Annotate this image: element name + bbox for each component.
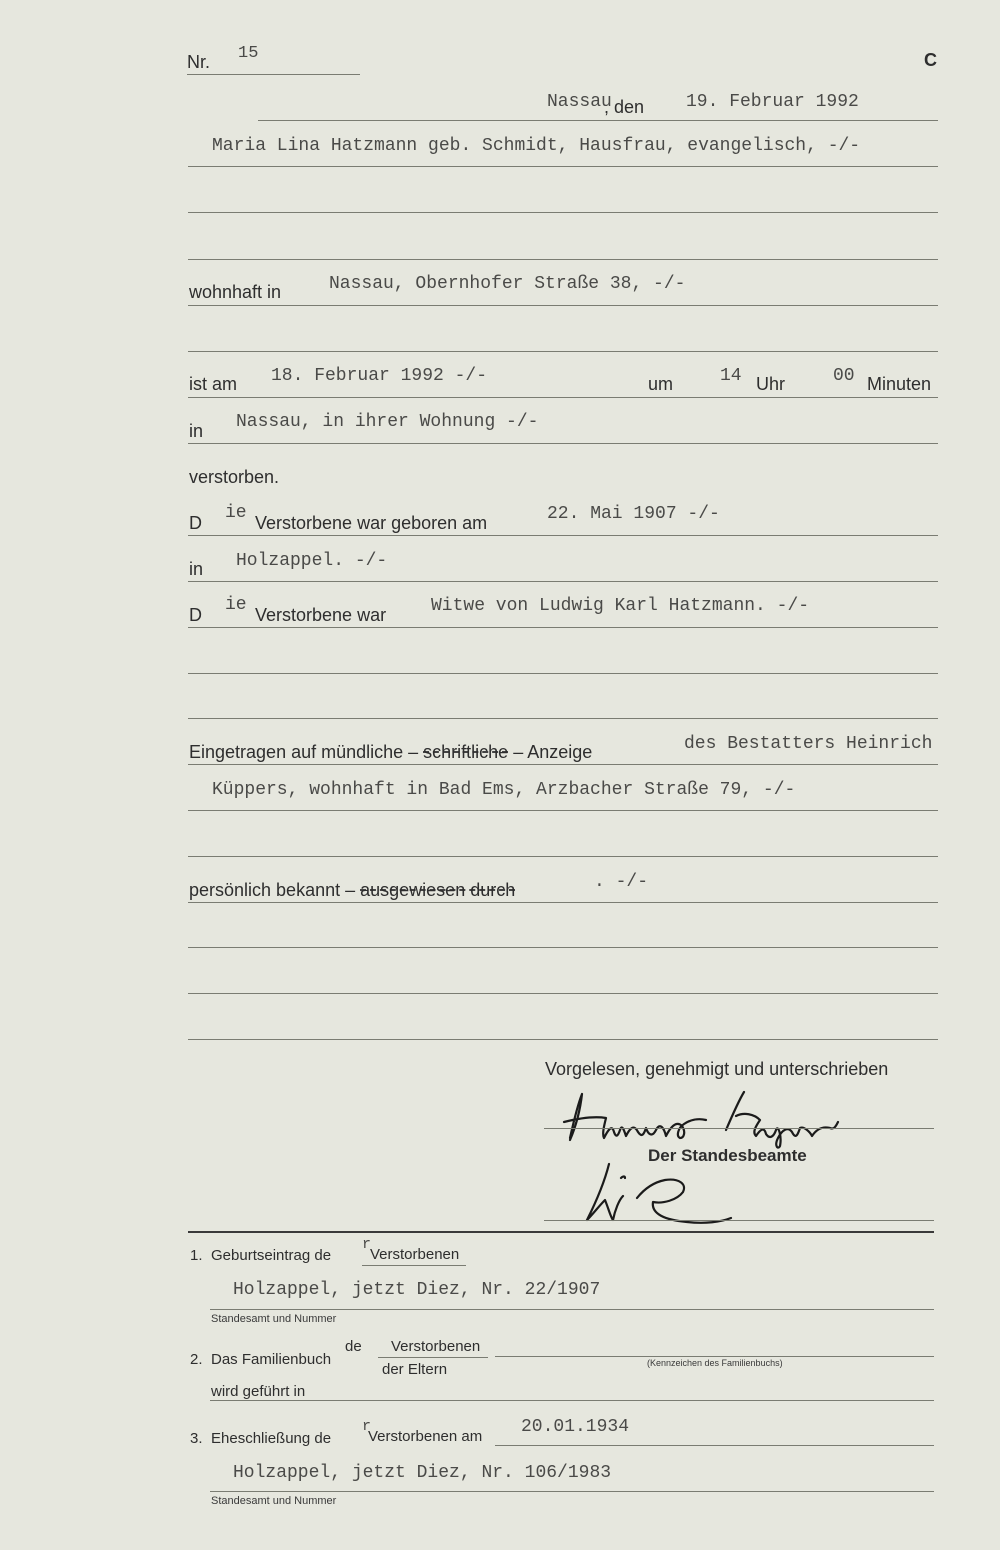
note1-caption: Standesamt und Nummer — [211, 1313, 337, 1325]
birth-date-line — [188, 535, 938, 536]
birth-date-value: 22. Mai 1907 -/- — [547, 504, 720, 524]
note1-line — [210, 1309, 934, 1310]
register-letter: C — [924, 50, 937, 70]
note3-caption: Standesamt und Nummer — [211, 1495, 337, 1507]
note2-label2: wird geführt in — [211, 1383, 306, 1400]
report-value-line1: des Bestatters Heinrich — [684, 734, 933, 754]
minuten-label: Minuten — [867, 374, 932, 394]
note3-label-end: Verstorbenen am — [368, 1428, 483, 1445]
status-label: Verstorbene war — [255, 605, 387, 625]
status-suffix: ie — [225, 595, 247, 615]
note3-date-line — [495, 1445, 934, 1446]
nr-line — [187, 74, 360, 75]
birth-place-value: Holzappel. -/- — [236, 551, 388, 571]
report-line-2 — [188, 810, 938, 811]
blank-line — [188, 351, 938, 352]
den-label: , den — [604, 97, 645, 117]
note2-option-deceased: Verstorbenen — [391, 1338, 481, 1355]
note2-line-2 — [210, 1400, 934, 1401]
death-place-value: Nassau, in ihrer Wohnung -/- — [236, 412, 539, 432]
deceased-name: Maria Lina Hatzmann geb. Schmidt, Hausfrau, evangelisch, -/- — [212, 136, 861, 156]
uhr-label: Uhr — [756, 374, 786, 394]
birth-d-label: D — [189, 513, 202, 533]
residence-label: wohnhaft in — [189, 282, 282, 302]
date-line — [258, 120, 938, 121]
report-line — [188, 764, 938, 765]
blank-line — [188, 259, 938, 260]
death-date-line — [188, 397, 938, 398]
status-value: Witwe von Ludwig Karl Hatzmann. -/- — [431, 596, 810, 616]
report-value-line2: Küppers, wohnhaft in Bad Ems, Arzbacher Straße 79, -/- — [212, 780, 796, 800]
note1-value: Holzappel, jetzt Diez, Nr. 22/1907 — [233, 1280, 601, 1300]
status-d-label: D — [189, 605, 202, 625]
registrar-signature-line — [544, 1220, 934, 1221]
death-place-line — [188, 443, 938, 444]
death-hour: 14 — [720, 366, 742, 386]
residence-line — [188, 305, 938, 306]
nr-label: Nr. — [187, 52, 211, 72]
residence-value: Nassau, Obernhofer Straße 38, -/- — [329, 274, 686, 294]
informant-signature-line — [544, 1128, 934, 1129]
blank-line — [188, 856, 938, 857]
note1-label-end: Verstorbenen — [370, 1246, 460, 1263]
um-label: um — [648, 374, 674, 394]
blank-line — [188, 718, 938, 719]
blank-line — [188, 212, 938, 213]
note3-line — [210, 1491, 934, 1492]
note2-option-parents: der Eltern — [382, 1361, 448, 1378]
birth-suffix: ie — [225, 503, 247, 523]
death-date-value: 18. Februar 1992 -/- — [271, 366, 488, 386]
note1-underline — [362, 1265, 466, 1266]
note1-suffix: r — [362, 1236, 372, 1253]
blank-line — [188, 673, 938, 674]
signature-statement: Vorgelesen, genehmigt und unterschrieben — [545, 1059, 889, 1079]
status-line — [188, 627, 938, 628]
blank-line — [188, 993, 938, 994]
note3-number: 3. — [190, 1430, 203, 1447]
registrar-label: Der Standesbeamte — [648, 1146, 807, 1165]
death-minutes: 00 — [833, 366, 855, 386]
death-place-label: in — [189, 421, 204, 441]
report-label: Eingetragen auf mündliche – schriftliche – Anzeige — [189, 742, 593, 762]
note3-label: Eheschließung de — [211, 1430, 332, 1447]
birth-label: Verstorbene war geboren am — [255, 513, 488, 533]
note1-label: Geburtseintrag de — [211, 1247, 332, 1264]
date-value: 19. Februar 1992 — [686, 92, 859, 112]
name-line — [188, 166, 938, 167]
place-value: Nassau — [547, 92, 612, 112]
identity-line — [188, 902, 938, 903]
death-date-label: ist am — [189, 374, 238, 394]
note2-number: 2. — [190, 1351, 203, 1368]
birth-place-label: in — [189, 559, 204, 579]
note1-number: 1. — [190, 1247, 203, 1264]
note2-label: Das Familienbuch — [211, 1351, 332, 1368]
informant-signature — [560, 1080, 850, 1150]
blank-line — [188, 1039, 938, 1040]
note2-option-divider — [378, 1357, 488, 1358]
note3-suffix: r — [362, 1418, 372, 1435]
verstorben-label: verstorben. — [189, 467, 280, 487]
note2-de: de — [345, 1338, 362, 1355]
note3-value: Holzappel, jetzt Diez, Nr. 106/1983 — [233, 1463, 612, 1483]
note2-line — [495, 1356, 934, 1357]
blank-line — [188, 947, 938, 948]
birth-place-line — [188, 581, 938, 582]
notes-separator — [188, 1231, 934, 1233]
nr-value: 15 — [238, 44, 259, 63]
registrar-signature — [575, 1158, 745, 1228]
identity-value: . -/- — [594, 872, 649, 892]
identity-label: persönlich bekannt – ausgewiesen durch — [189, 880, 516, 900]
note2-caption: (Kennzeichen des Familienbuchs) — [647, 1358, 783, 1368]
note3-date: 20.01.1934 — [521, 1417, 630, 1437]
